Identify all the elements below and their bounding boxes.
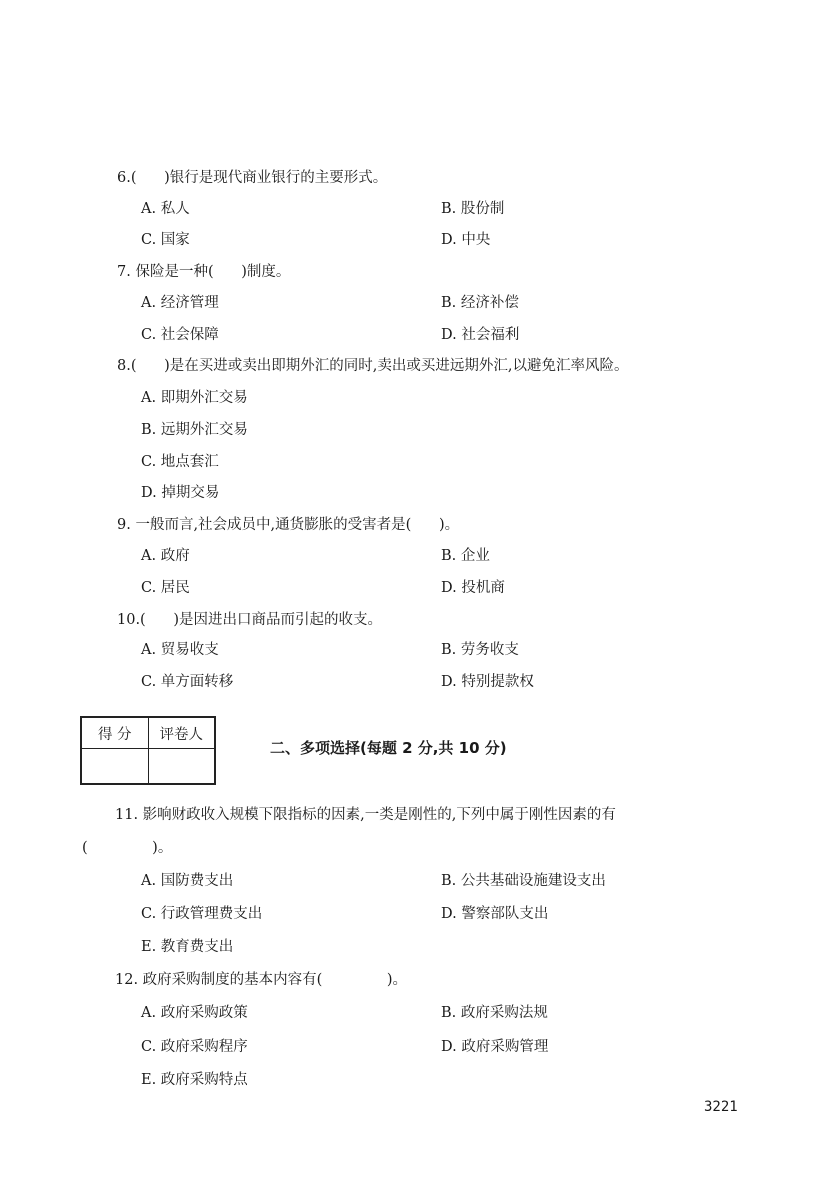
question-9-option-a: A. 政府 [141, 548, 190, 564]
question-7-stem: 7. 保险是一种( )制度。 [117, 264, 291, 280]
question-9-option-b: B. 企业 [441, 548, 490, 564]
question-8-option-a: A. 即期外汇交易 [141, 390, 248, 406]
question-11-option-c: C. 行政管理费支出 [141, 906, 263, 922]
question-9-option-c: C. 居民 [141, 580, 190, 596]
question-7-option-a: A. 经济管理 [141, 295, 219, 311]
question-7-option-b: B. 经济补偿 [441, 295, 519, 311]
question-7-option-c: C. 社会保障 [141, 327, 219, 343]
question-12-option-b: B. 政府采购法规 [441, 1005, 548, 1021]
question-6-option-b: B. 股份制 [441, 201, 505, 217]
question-8-stem: 8.( )是在买进或卖出即期外汇的同时,卖出或买进远期外汇,以避免汇率风险。 [117, 358, 629, 374]
question-11-stem-line2: ( )。 [82, 840, 173, 856]
score-label: 得 分 [81, 717, 148, 749]
grader-label: 评卷人 [148, 717, 215, 749]
question-8-option-d: D. 掉期交易 [141, 485, 220, 501]
question-12-option-d: D. 政府采购管理 [441, 1039, 549, 1055]
page-number: 3221 [704, 1099, 738, 1115]
question-12-option-c: C. 政府采购程序 [141, 1039, 248, 1055]
section-title: 二、多项选择(每题 2 分,共 10 分) [270, 739, 507, 757]
question-7-option-d: D. 社会福利 [441, 327, 520, 343]
question-11-option-d: D. 警察部队支出 [441, 906, 549, 922]
question-11-option-b: B. 公共基础设施建设支出 [441, 873, 606, 889]
question-11-option-e: E. 教育费支出 [141, 939, 234, 955]
grader-cell [148, 749, 215, 785]
question-10-option-a: A. 贸易收支 [141, 642, 219, 658]
question-6-stem: 6.( )银行是现代商业银行的主要形式。 [117, 170, 388, 186]
question-9-stem: 9. 一般而言,社会成员中,通货膨胀的受害者是( )。 [117, 517, 460, 533]
question-10-option-b: B. 劳务收支 [441, 642, 519, 658]
question-6-option-d: D. 中央 [441, 232, 491, 248]
question-11-option-a: A. 国防费支出 [141, 873, 234, 889]
question-12-option-e: E. 政府采购特点 [141, 1072, 248, 1088]
question-12-stem: 12. 政府采购制度的基本内容有( )。 [115, 972, 408, 988]
question-8-option-c: C. 地点套汇 [141, 454, 219, 470]
question-8-option-b: B. 远期外汇交易 [141, 422, 248, 438]
question-6-option-c: C. 国家 [141, 232, 190, 248]
question-10-stem: 10.( )是因进出口商品而引起的收支。 [117, 612, 383, 628]
score-cell [81, 749, 148, 785]
question-10-option-c: C. 单方面转移 [141, 674, 234, 690]
question-10-option-d: D. 特别提款权 [441, 674, 534, 690]
question-11-stem-line1: 11. 影响财政收入规模下限指标的因素,一类是刚性的,下列中属于刚性因素的有 [115, 807, 616, 823]
question-9-option-d: D. 投机商 [441, 580, 505, 596]
score-box [80, 716, 216, 785]
question-6-option-a: A. 私人 [141, 201, 190, 217]
question-12-option-a: A. 政府采购政策 [141, 1005, 248, 1021]
